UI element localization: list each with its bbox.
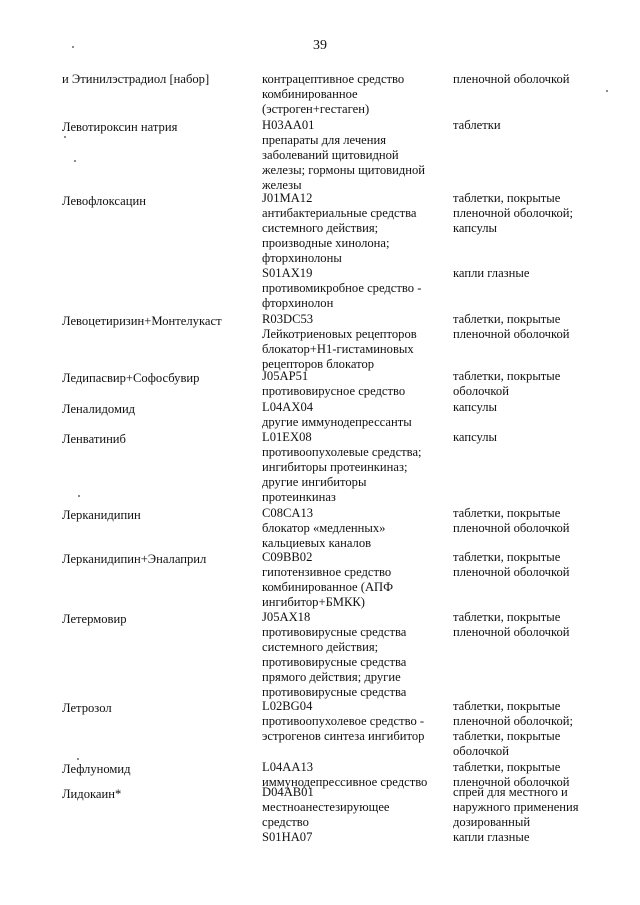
atc-code: C08CA13 [262,506,314,520]
scan-speck [74,160,76,162]
atc-code: S01AX19 [262,266,313,280]
dosage-form: оболочкой [453,384,509,398]
code-text: контрацептивное средство [262,72,405,86]
atc-code: S01HA07 [262,830,313,844]
dosage-form: пленочной оболочкой [453,327,570,341]
code-text: противомикробное средство - [262,281,422,295]
atc-code: J05AP51 [262,369,309,383]
dosage-form: таблетки, покрытые [453,729,561,743]
code-text: другие ингибиторы [262,475,367,489]
dosage-form: таблетки, покрытые [453,610,561,624]
code-text: противовирусные средства [262,655,407,669]
code-text: кальциевых каналов [262,536,372,550]
dosage-form: таблетки, покрытые [453,760,561,774]
dosage-form: пленочной оболочкой [453,775,570,789]
code-text: средство [262,815,309,829]
atc-code: L02BG04 [262,699,313,713]
dosage-form: спрей для местного и [453,785,568,799]
dosage-form: дозированный [453,815,531,829]
dosage-form: таблетки, покрытые [453,312,561,326]
code-text: заболеваний щитовидной [262,148,399,162]
dosage-form: пленочной оболочкой; [453,714,574,728]
dosage-form: капли глазные [453,266,530,280]
scan-speck [606,90,608,92]
drug-name: и Этинилэстрадиол [набор] [62,72,210,86]
code-text: ингибитор+БМКК) [262,595,365,609]
code-text: противоопухолевые средства; [262,445,422,459]
atc-code: C09BB02 [262,550,313,564]
drug-name: Лерканидипин [62,508,141,522]
drug-name: Лерканидипин+Эналаприл [62,552,207,566]
drug-name: Лефлуномид [62,762,131,776]
dosage-form: пленочной оболочкой [453,72,570,86]
dosage-form: оболочкой [453,744,509,758]
code-text: противоопухолевое средство - [262,714,425,728]
dosage-form: капсулы [453,221,498,235]
code-text: рецепторов блокатор [262,357,375,371]
drug-name: Летермовир [62,612,127,626]
code-text: противовирусные средства [262,625,407,639]
atc-code: D04AB01 [262,785,314,799]
atc-code: L04AA13 [262,760,314,774]
drug-name: Левотироксин натрия [62,120,178,134]
scan-speck [78,495,80,497]
code-text: фторхинолоны [262,251,342,265]
dosage-form: пленочной оболочкой [453,565,570,579]
scan-speck [72,46,74,48]
code-text: местноанестезирующее [262,800,390,814]
atc-code: L01EX08 [262,430,312,444]
dosage-form: таблетки, покрытые [453,369,561,383]
dosage-form: капсулы [453,430,498,444]
code-text: (эстроген+гестаген) [262,102,370,116]
code-text: прямого действия; другие [262,670,401,684]
atc-code: L04AX04 [262,400,314,414]
code-text: блокатор «медленных» [262,521,386,535]
code-text: другие иммунодепрессанты [262,415,412,429]
dosage-form: таблетки, покрытые [453,550,561,564]
code-text: комбинированное [262,87,358,101]
code-text: гипотензивное средство [262,565,392,579]
page-number: 39 [313,38,327,53]
code-text: блокатор+Н1-гистаминовых [262,342,414,356]
drug-name: Левоцетиризин+Монтелукаст [62,314,222,328]
dosage-form: наружного применения [453,800,579,814]
dosage-form: пленочной оболочкой; [453,206,574,220]
code-text: железы; гормоны щитовидной [262,163,426,177]
code-text: фторхинолон [262,296,334,310]
dosage-form: капли глазные [453,830,530,844]
atc-code: J01MA12 [262,191,313,205]
drug-name: Ленватиниб [62,432,126,446]
code-text: противовирусное средство [262,384,406,398]
dosage-form: таблетки [453,118,501,132]
code-text: иммунодепрессивное средство [262,775,428,789]
code-text: железы [262,178,302,192]
drug-name: Летрозол [62,701,112,715]
code-text: эстрогенов синтеза ингибитор [262,729,425,743]
drug-name: Леналидомид [62,402,136,416]
code-text: системного действия; [262,221,379,235]
code-text: противовирусные средства [262,685,407,699]
code-text: производные хинолона; [262,236,390,250]
code-text: препараты для лечения [262,133,387,147]
scan-speck [64,136,66,138]
code-text: системного действия; [262,640,379,654]
code-text: Лейкотриеновых рецепторов [262,327,417,341]
code-text: комбинированное (АПФ [262,580,394,594]
code-text: протеинкиназ [262,490,336,504]
code-text: антибактериальные средства [262,206,417,220]
drug-name: Лидокаин* [62,787,122,801]
dosage-form: таблетки, покрытые [453,506,561,520]
atc-code: H03AA01 [262,118,315,132]
scan-speck [77,758,79,760]
code-text: ингибиторы протеинкиназ; [262,460,408,474]
atc-code: R03DC53 [262,312,314,326]
drug-name: Левофлоксацин [62,194,146,208]
drug-name: Ледипасвир+Софосбувир [62,371,200,385]
atc-code: J05AX18 [262,610,311,624]
dosage-form: пленочной оболочкой [453,625,570,639]
dosage-form: таблетки, покрытые [453,699,561,713]
dosage-form: таблетки, покрытые [453,191,561,205]
dosage-form: капсулы [453,400,498,414]
dosage-form: пленочной оболочкой [453,521,570,535]
